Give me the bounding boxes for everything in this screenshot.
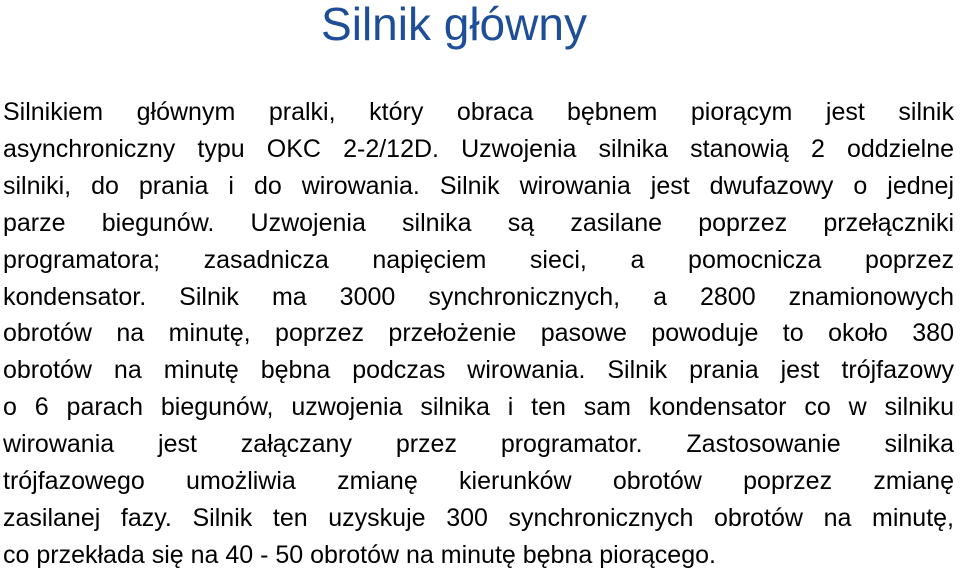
slide-title: Silnik główny — [321, 0, 587, 50]
body-line: silniki, do prania i do wirowania. Silnik wirowania jest dwufazowy o jednej — [3, 171, 954, 200]
body-line: co przekłada się na 40 - 50 obrotów na minutę bębna piorącego. — [3, 540, 716, 569]
body-line: kondensator. Silnik ma 3000 synchronicznych, a 2800 znamionowych — [3, 282, 954, 311]
body-line: obrotów na minutę, poprzez przełożenie pasowe powoduje to około 380 — [3, 319, 954, 348]
body-line: programatora; zasadnicza napięciem sieci, a pomocnicza poprzez — [3, 245, 954, 274]
body-line: o 6 parach biegunów, uzwojenia silnika i ten sam kondensator co w silniku — [3, 393, 954, 422]
body-line: obrotów na minutę bębna podczas wirowania. Silnik prania jest trójfazowy — [3, 356, 954, 385]
body-line: asynchroniczny typu OKC 2-2/12D. Uzwojenia silnika stanowią 2 oddzielne — [3, 134, 954, 163]
body-line: Silnikiem głównym pralki, który obraca bębnem piorącym jest silnik — [3, 98, 954, 126]
body-line: trójfazowego umożliwia zmianę kierunków obrotów poprzez zmianę — [3, 467, 954, 496]
body-line: zasilanej fazy. Silnik ten uzyskuje 300 synchronicznych obrotów na minutę, — [3, 503, 954, 532]
body-line: wirowania jest załączany przez programator. Zastosowanie silnika — [3, 430, 954, 459]
body-line: parze biegunów. Uzwojenia silnika są zasilane poprzez przełączniki — [3, 208, 954, 237]
slide-body — [3, 94, 954, 574]
